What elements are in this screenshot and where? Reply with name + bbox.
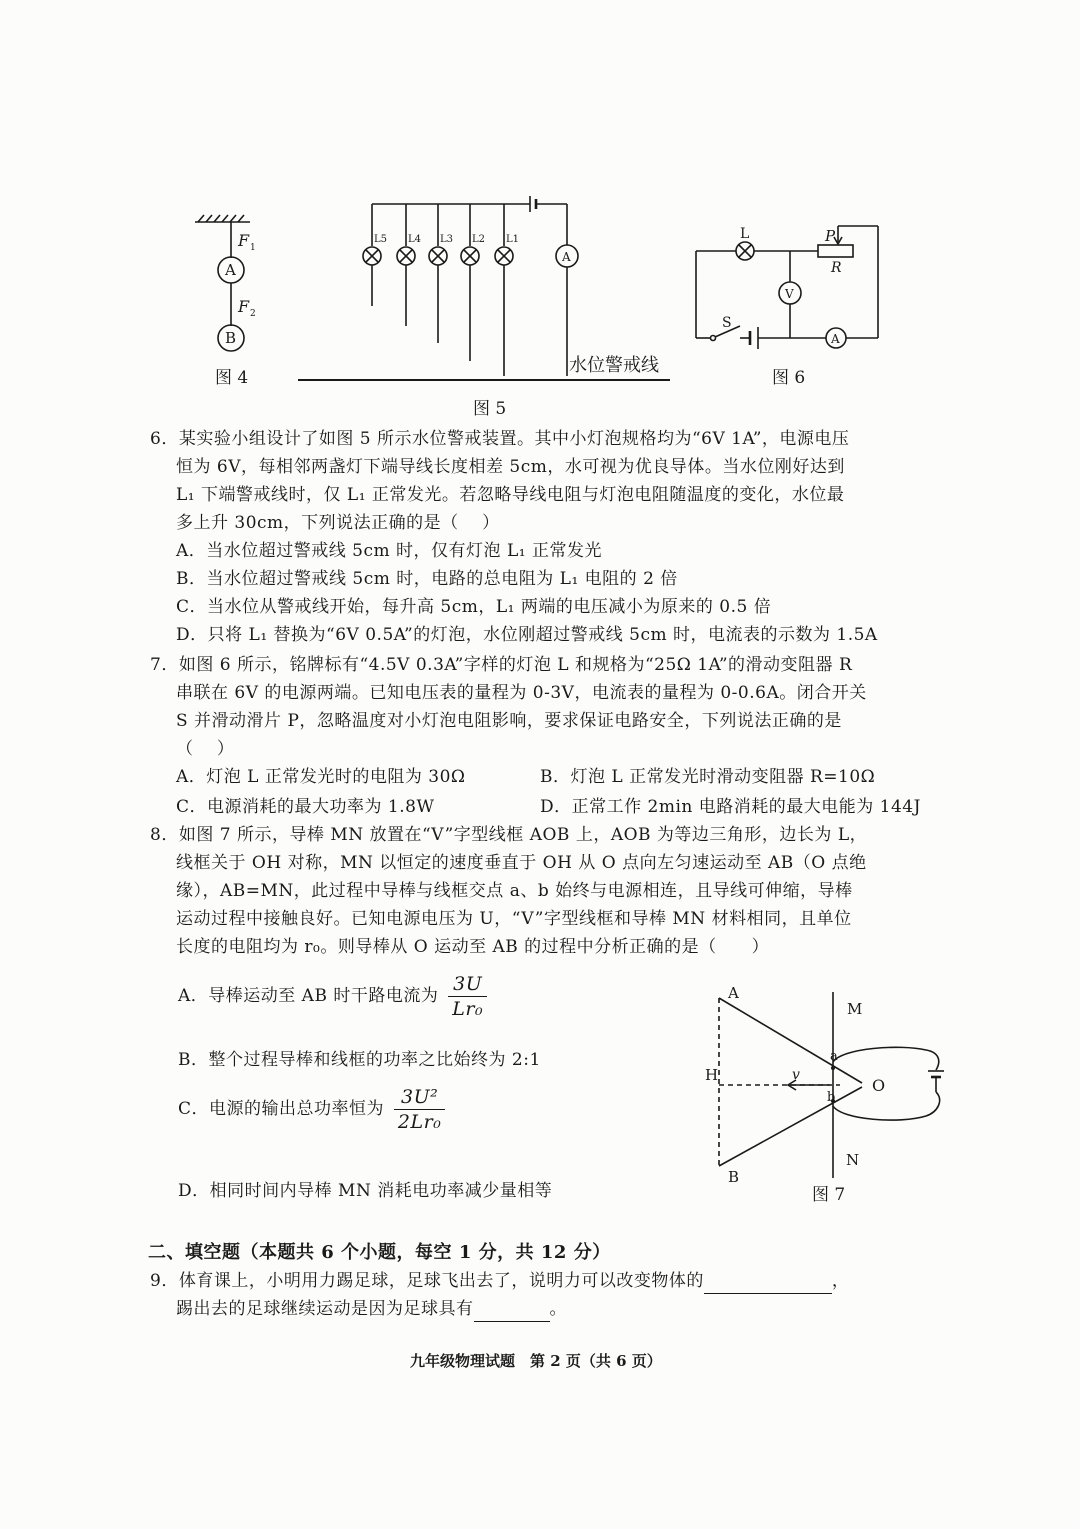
q9-blank-2[interactable] (474, 1301, 550, 1322)
fig6-slider: P (825, 227, 836, 245)
fig7-label-o: O (872, 1076, 886, 1095)
figure-4 (190, 208, 280, 388)
figure-7 (700, 978, 960, 1188)
q8-option-c (178, 1085, 445, 1134)
fig4-caption: 图 4 (215, 368, 249, 388)
q6-line-4: 多上升 30cm，下列说法正确的是（ ） (176, 513, 500, 533)
q8-line-3: 缘），AB=MN，此过程中导棒与线框交点 a、b 始终与电源相连，且导线可伸缩，导棒 (176, 881, 853, 901)
fig7-label-m: M (847, 1000, 863, 1018)
fig7-caption: 图 7 (812, 1185, 846, 1205)
fig4-f1-sub: 1 (250, 243, 256, 253)
q8-option-d: D．相同时间内导棒 MN 消耗电功率减少量相等 (178, 1181, 553, 1201)
fig7-label-b-point: b (827, 1090, 836, 1105)
q6-line-1: 6．某实验小组设计了如图 5 所示水位警戒装置。其中小灯泡规格均为“6V 1A”，电源电压 (150, 429, 850, 449)
q8-option-a-numerator: 3U (448, 972, 487, 997)
q8-option-c-text: C．电源的输出总功率恒为 (178, 1099, 385, 1119)
fig7-label-a-point: a (830, 1049, 838, 1064)
fig7-label-b-vertex: B (728, 1168, 740, 1186)
q8-option-a (178, 972, 487, 1021)
q7-line-4: （ ） (176, 739, 235, 759)
fig6-voltmeter: V (785, 287, 794, 301)
fig4-f2-sub: 2 (250, 309, 256, 319)
q7-line-1: 7．如图 6 所示，铭牌标有“4.5V 0.3A”字样的灯泡 L 和规格为“25Ω 1A”的滑动变阻器 R (150, 655, 853, 675)
q9-line-2-text: 踢出去的足球继续运动是因为足球具有 (176, 1299, 474, 1319)
fig4-ball-b: B (225, 329, 237, 347)
q8-line-4: 运动过程中接触良好。已知电源电压为 U，“V”字型线框和导棒 MN 材料相同，且单位 (176, 909, 852, 929)
q8-option-a-text: A．导棒运动至 AB 时干路电流为 (178, 986, 439, 1006)
q8-line-2: 线框关于 OH 对称，MN 以恒定的速度垂直于 OH 从 O 点向左匀速运动至 AB（O 点绝 (176, 853, 867, 873)
q7-option-b: B．灯泡 L 正常发光时滑动变阻器 R=10Ω (540, 767, 876, 787)
figure-6 (688, 218, 888, 358)
fig6-ammeter: A (831, 332, 840, 346)
fig4-ball-a: A (225, 261, 236, 279)
fig5-lamp-l2: L2 (472, 234, 486, 245)
q7-line-3: S 并滑动滑片 P，忽略温度对小灯泡电阻影响，要求保证电路安全，下列说法正确的是 (176, 711, 842, 731)
q7-line-2: 串联在 6V 的电源两端。已知电压表的量程为 0-3V，电流表的量程为 0-0.6A。闭合开关 (176, 683, 867, 703)
fig5-lamp-l4: L4 (408, 234, 422, 245)
fig7-label-n: N (846, 1151, 860, 1169)
q6-option-a: A．当水位超过警戒线 5cm 时，仅有灯泡 L₁ 正常发光 (176, 541, 602, 561)
fig4-f1: F (238, 231, 250, 250)
q8-option-a-fraction (448, 972, 487, 1021)
fig6-switch: S (722, 315, 732, 331)
q9-blank-1[interactable] (704, 1273, 832, 1294)
q8-option-c-numerator: 3U² (394, 1085, 445, 1110)
fig6-lamp: L (740, 226, 750, 242)
q9-line-2-end: 。 (549, 1299, 567, 1319)
q6-option-b: B．当水位超过警戒线 5cm 时，电路的总电阻为 L₁ 电阻的 2 倍 (176, 569, 678, 589)
fig5-warning-line-label: 水位警戒线 (569, 355, 659, 376)
section-2-heading: 二、填空题（本题共 6 个小题，每空 1 分，共 12 分） (148, 1242, 611, 1263)
q9-line-1-end: ， (831, 1271, 850, 1291)
fig4-f2: F (238, 297, 250, 316)
q9-line-2 (176, 1296, 567, 1322)
fig5-ammeter: A (562, 250, 571, 264)
page-footer: 九年级物理试题 第 2 页（共 6 页） (410, 1352, 662, 1370)
q9-line-1-text: 9．体育课上，小明用力踢足球，足球飞出去了，说明力可以改变物体的 (150, 1271, 704, 1291)
q6-line-2: 恒为 6V，每相邻两盏灯下端导线长度相差 5cm，水可视为优良导体。当水位刚好达到 (176, 457, 845, 477)
q8-line-1: 8．如图 7 所示，导棒 MN 放置在“V”字型线框 AOB 上，AOB 为等边三角形，边长为 L， (150, 825, 868, 845)
q8-option-a-denominator: Lr₀ (452, 998, 484, 1020)
q6-option-d: D．只将 L₁ 替换为“6V 0.5A”的灯泡，水位刚超过警戒线 5cm 时，电流表的示数为 1.5A (176, 625, 878, 645)
q6-line-3: L₁ 下端警戒线时，仅 L₁ 正常发光。若忽略导线电阻与灯泡电阻随温度的变化，水位最 (176, 485, 845, 505)
q7-option-a: A．灯泡 L 正常发光时的电阻为 30Ω (176, 767, 466, 787)
q6-option-c: C．当水位从警戒线开始，每升高 5cm，L₁ 两端的电压减小为原来的 0.5 倍 (176, 597, 772, 617)
fig5-lamp-l5: L5 (374, 234, 388, 245)
q8-option-c-fraction (394, 1085, 445, 1134)
q7-option-c: C．电源消耗的最大功率为 1.8W (176, 797, 435, 817)
fig5-lamp-l3: L3 (440, 234, 454, 245)
fig6-resistor: R (831, 260, 842, 276)
q9-line-1 (150, 1268, 849, 1294)
q8-option-b: B．整个过程导棒和线框的功率之比始终为 2:1 (178, 1050, 541, 1070)
fig7-label-v: v (792, 1067, 800, 1083)
fig6-caption: 图 6 (772, 368, 806, 388)
fig5-lamp-l1: L1 (506, 234, 520, 245)
figure-5 (290, 188, 680, 388)
fig5-caption: 图 5 (473, 399, 507, 419)
q8-option-c-denominator: 2Lr₀ (397, 1111, 442, 1133)
fig7-label-a-vertex: A (728, 984, 739, 1002)
fig7-label-h: H (705, 1066, 719, 1084)
q7-option-d: D．正常工作 2min 电路消耗的最大电能为 144J (540, 797, 921, 817)
q8-line-5: 长度的电阻均为 r₀。则导棒从 O 运动至 AB 的过程中分析正确的是（ ） (176, 937, 770, 957)
